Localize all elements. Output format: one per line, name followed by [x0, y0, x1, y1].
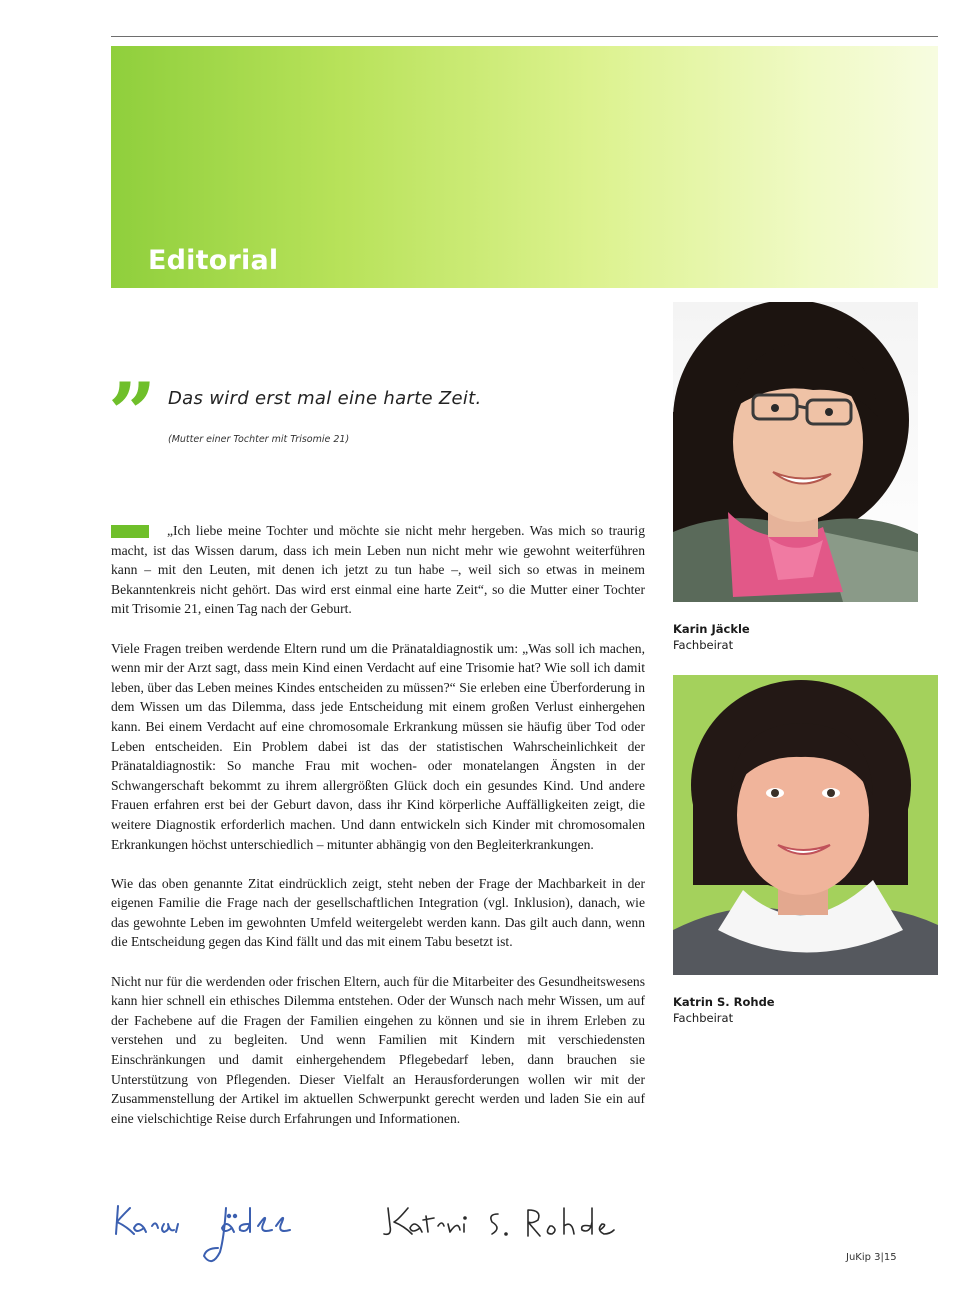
portrait-photo-katrin: [673, 675, 938, 975]
pull-quote: Das wird erst mal eine harte Zeit.: [168, 388, 482, 409]
caption-katrin: [673, 994, 775, 1026]
article-body: [111, 521, 645, 1148]
page-footer: JuKip 3|15: [846, 1252, 897, 1263]
author-role: Fachbeirat: [673, 638, 734, 652]
section-title: Editorial: [148, 245, 279, 276]
signature-karin: [116, 1206, 290, 1261]
body-paragraph: Viele Fragen treiben werdende Eltern rund um die Pränataldiagnostik um: „Was soll ich machen, wenn mir der Arzt sagt, dass mein Kind einen Verdacht auf eine Trisomie hat? Wie soll ich damit leben, über das Leben meines Kindes entscheiden zu müssen?“ Sie erleben eine Überforderung in dem Wissen um das Dilemma, dass jede Entscheidung mit einem großen Verlust einhergehen kann. Bei einem Verdacht auf eine chromosomale Erkrankung müssen sie häufig über Tod oder Leben entscheiden. Ein Problem dabei ist das der statistischen Wahrscheinlichkeit der Pränataldiagnostik: So manche Frau mit wochen- oder monatelangen Ängsten in der Schwangerschaft bekommt zu ihrem allergrößten Glück doch ein gesundes Kind. Und andere Frauen erfahren erst bei der Geburt davon, dass ihr Kind körperliche Auffälligkeiten zeigt, die weitere Diagnostik erforderlich machen. Und dann entwickeln sich Kinder mit chromosomalen Erkrankungen höchst unterschiedlich – mitunter abhängig von den Begleiterkrankungen.: [111, 640, 645, 852]
body-paragraph: Wie das oben genannte Zitat eindrücklich zeigt, steht neben der Frage der Machbarkeit in der eigenen Familie die Frage nach der gesellschaftlichen Integration (vgl. Inklusion), danach, wie das gewohnte Leben im gewohnten Umfeld weitergelebt werden kann. Das gilt auch dann, wenn die Entscheidung gegen das Kind fällt und das mit einem Tabu besetzt ist.: [111, 875, 645, 950]
body-paragraph: Nicht nur für die werdenden oder frischen Eltern, auch für die Mitarbeiter des Gesundheitswesens kann hier schnell ein ethisches Dilemma entstehen. Oder der Wunsch nach mehr Wissen, um auf der Fachebene auf die Fragen der Familien eingehen zu können und sie in ihrem Erleben zu verstehen und zu begleiten. Und wenn Familien mit Kindern mit verschiedensten Einschränkungen und damit einhergehendem Pflegebedarf leben, dann brauchen sie Unterstützung von Pflegenden. Dieser Vielfalt an Herausforderungen wollen wir mit der Zusammenstellung der Artikel im aktuellen Schwerpunkt gerecht werden und laden Sie ein auf eine vielschichtige Reise durch Erfahrungen und Informationen.: [111, 973, 645, 1126]
signatures: [108, 1196, 628, 1276]
quote-mark-icon: ”: [108, 364, 157, 463]
author-name: Karin Jäckle: [673, 622, 750, 636]
author-name: Katrin S. Rohde: [673, 995, 775, 1009]
body-paragraph: „Ich liebe meine Tochter und möchte sie nicht mehr hergeben. Was mich so traurig macht, ist das Wissen darum, dass ich mein Leben nun nicht mehr wie gewohnt weiterführen kann – mit den Leuten, mit denen ich jetzt zu tun habe –, weil sich so etwas in meinem Bekanntenkreis nicht gehört. Das wird erst einmal eine harte Zeit“, so die Mutter einer Tochter mit Trisomie 21, einen Tag nach der Geburt.: [111, 523, 645, 617]
author-role: Fachbeirat: [673, 1011, 734, 1025]
top-rule: [111, 36, 938, 37]
editorial-banner: [111, 46, 938, 288]
signature-katrin: [384, 1208, 614, 1236]
portrait-photo-karin: [673, 302, 918, 602]
pull-quote-source: (Mutter einer Tochter mit Trisomie 21): [168, 434, 350, 445]
caption-karin: [673, 621, 750, 653]
